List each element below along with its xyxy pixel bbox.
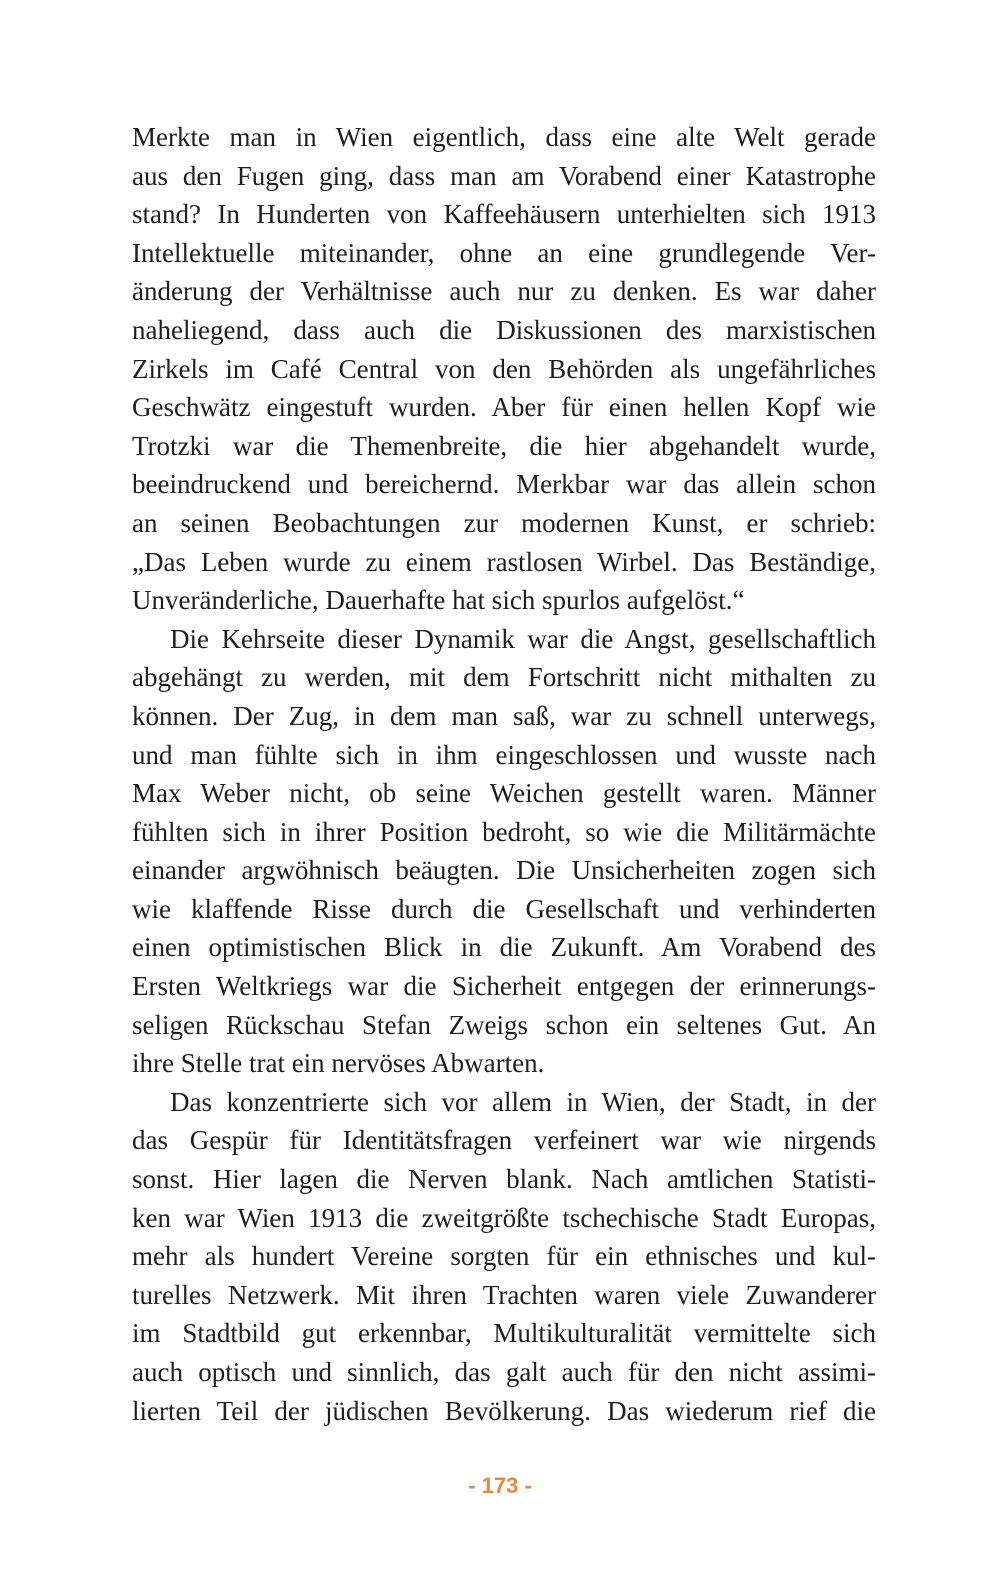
text-line: und man fühlte sich in ihm eingeschlossen und wusste nach [132,739,876,770]
text-line: einen optimistischen Blick in die Zukunft. Am Vorabend des [132,932,876,963]
text-line: wie klaffende Risse durch die Gesellschaft und verhinderten [132,893,876,924]
text-line: Unveränderliche, Dauerhafte hat sich spurlos aufgelöst.“ [132,585,745,616]
text-line: ken war Wien 1913 die zweitgrößte tschechische Stadt Europas, [132,1202,876,1233]
text-line: Merkte man in Wien eigentlich, dass eine alte Welt gerade [132,122,876,152]
text-line: Max Weber nicht, ob seine Weichen gestellt waren. Männer [132,778,876,809]
text-line: im Stadtbild gut erkennbar, Multikulturalität vermittelte sich [132,1318,876,1349]
paragraph-3 [132,1083,876,1430]
page-number: - 173 - [468,1473,532,1498]
text-line: das Gespür für Identitätsfragen verfeinert war wie nirgends [132,1125,876,1156]
text-line: aus den Fugen ging, dass man am Vorabend einer Katastrophe [132,160,876,191]
text-line: turelles Netzwerk. Mit ihren Trachten waren viele Zuwanderer [132,1279,876,1310]
text-line: Das konzentrierte sich vor allem in Wien, der Stadt, in der [170,1086,876,1117]
paragraph-1 [132,118,876,620]
text-line: Ersten Weltkriegs war die Sicherheit entgegen der erinnerungs- [132,971,876,1002]
text-line: fühlten sich in ihrer Position bedroht, so wie die Militärmächte [132,816,876,847]
text-line: können. Der Zug, in dem man saß, war zu schnell unterwegs, [132,700,876,731]
text-line: Die Kehrseite dieser Dynamik war die Angst, gesellschaftlich [170,623,876,654]
text-line: „Das Leben wurde zu einem rastlosen Wirbel. Das Beständige, [132,546,876,577]
text-line: Geschwätz eingestuft wurden. Aber für einen hellen Kopf wie [132,392,876,423]
text-line: an seinen Beobachtungen zur modernen Kunst, er schrieb: [132,507,876,538]
text-line: sonst. Hier lagen die Nerven blank. Nach amtlichen Statisti- [132,1164,876,1195]
text-line: Zirkels im Café Central von den Behörden als ungefährliches [132,353,876,384]
text-line: lierten Teil der jüdischen Bevölkerung. Das wiederum rief die [132,1395,876,1426]
text-line: abgehängt zu werden, mit dem Fortschritt nicht mithalten zu [132,662,876,693]
body-text [132,118,876,1430]
text-line: änderung der Verhältnisse auch nur zu denken. Es war daher [132,276,876,307]
text-line: naheliegend, dass auch die Diskussionen des marxistischen [132,314,876,345]
paragraph-2 [132,620,876,1083]
text-line: auch optisch und sinnlich, das galt auch für den nicht assimi- [132,1357,876,1387]
text-line: einander argwöhnisch beäugten. Die Unsicherheiten zogen sich [132,855,876,886]
text-line: stand? In Hunderten von Kaffeehäusern unterhielten sich 1913 [132,199,876,230]
text-line: mehr als hundert Vereine sorgten für ein ethnisches und kul- [132,1241,876,1272]
text-line: Trotzki war die Themenbreite, die hier abgehandelt wurde, [132,430,876,461]
text-line: beeindruckend und bereichernd. Merkbar war das allein schon [132,469,876,500]
text-line: Intellektuelle miteinander, ohne an eine grundlegende Ver- [132,237,876,268]
text-line: ihre Stelle trat ein nervöses Abwarten. [132,1048,545,1079]
text-line: seligen Rückschau Stefan Zweigs schon ein seltenes Gut. An [132,1009,876,1040]
